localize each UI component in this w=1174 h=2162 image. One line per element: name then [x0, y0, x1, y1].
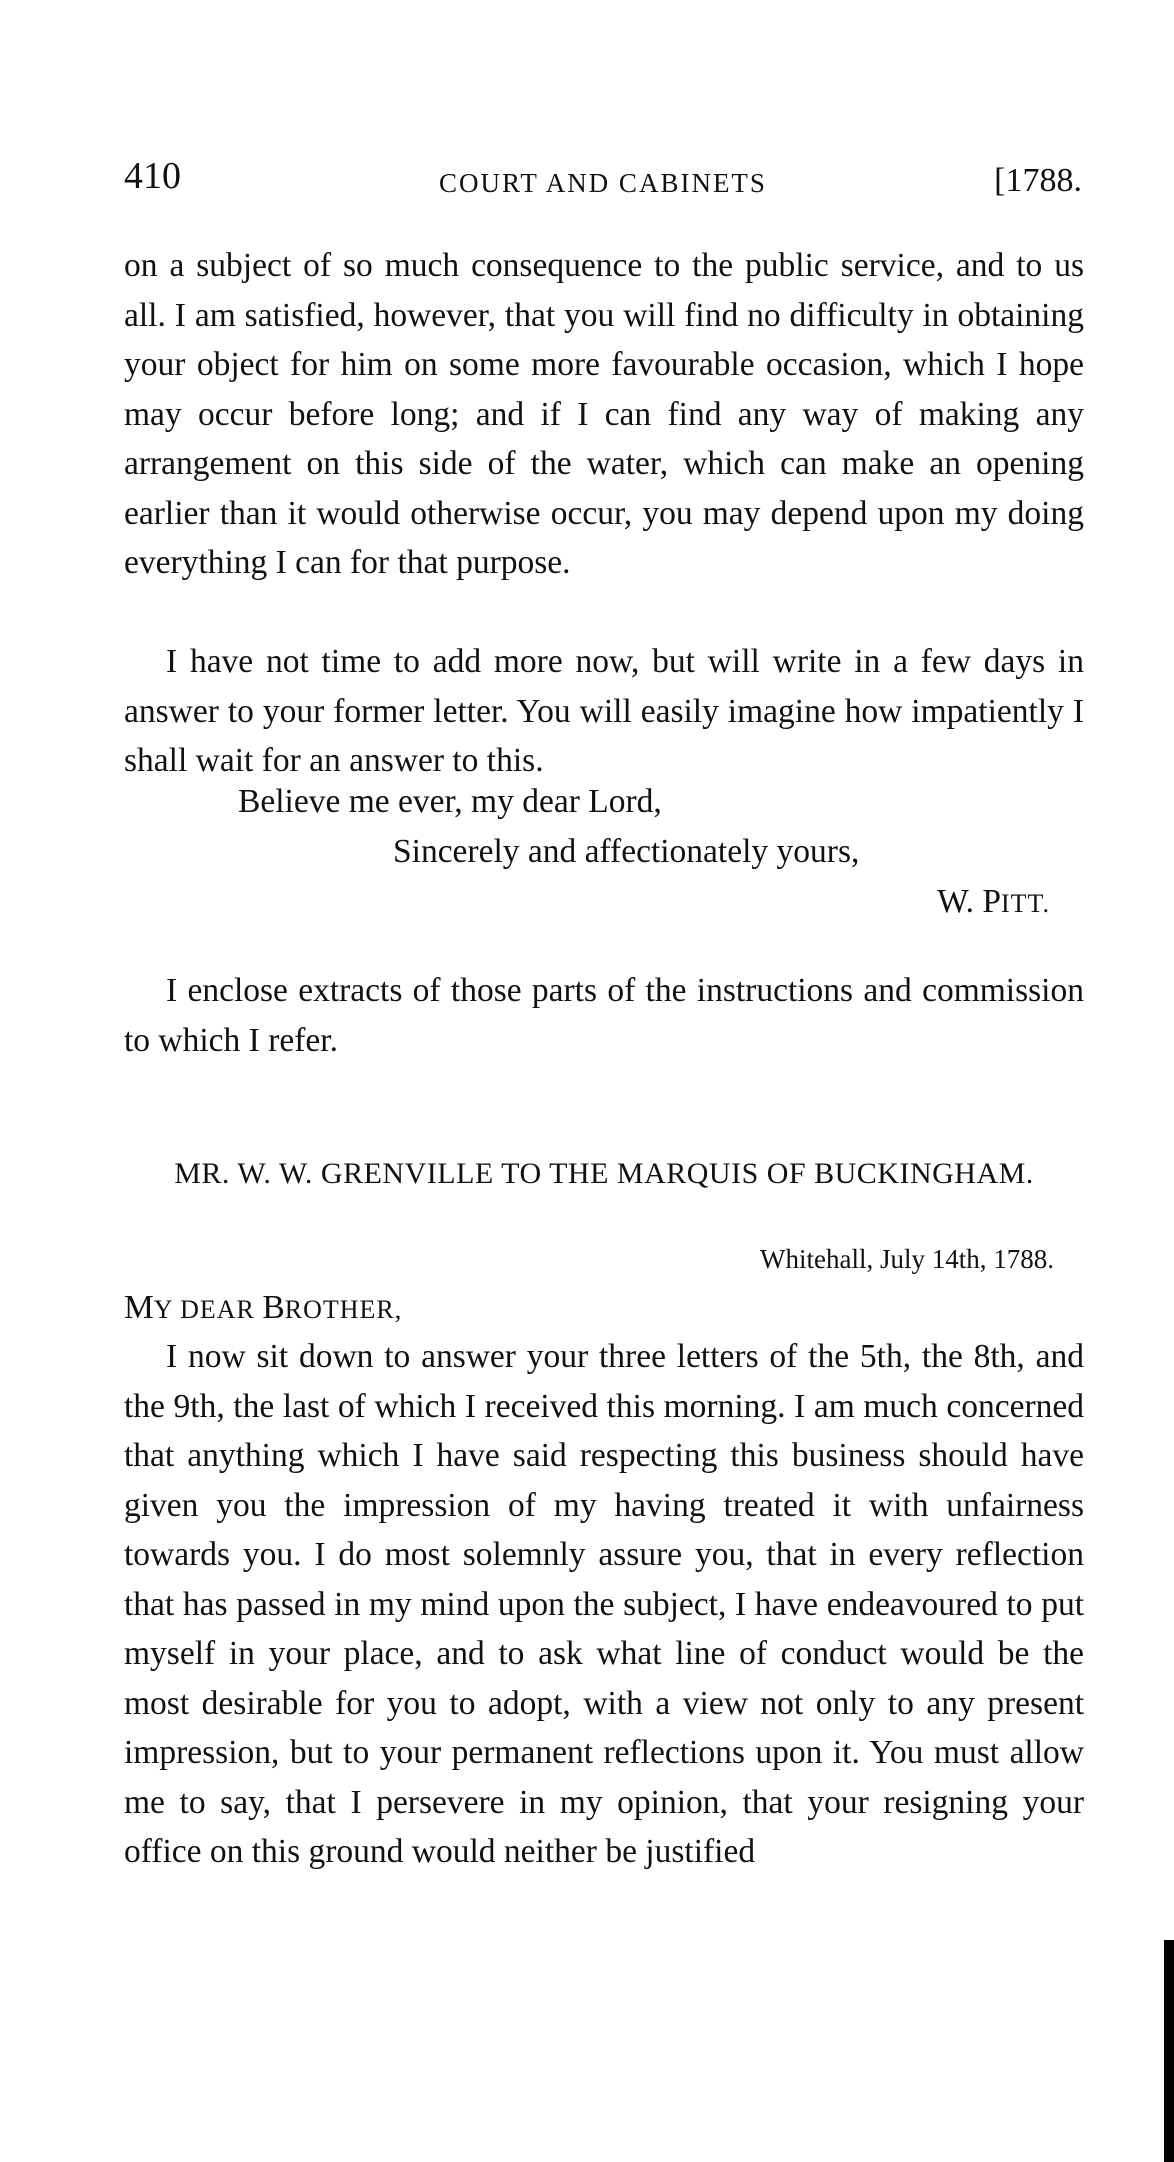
closing-line-2: Sincerely and affectionately yours,: [393, 833, 860, 870]
salutation: [124, 1289, 402, 1327]
page-header: [124, 150, 1082, 210]
postscript-text: I enclose extracts of those parts of the instructions and commission to which I refer.: [124, 972, 1084, 1059]
paragraph-letter-body: I now sit down to answer your three letters of the 5th, the 8th, and the 9th, the last of which I received this morning. I am much concerned that anything which I have said respecting this business should have given you the impression of my having treated it with unfairness towards you. I do most solemnly assure you, that in every reflection that has passed in my mind upon the subject, I have endeavoured to put myself in your place, and to ask what line of conduct would be the most desirable for you to adopt, with a view not only to any present impression, but to your permanent reflections upon it. You must allow me to say, that I persevere in my opinion, that your resigning your office on this ground would neither be justified: [124, 1338, 1084, 1870]
salutation-y: Y DEAR: [153, 1295, 263, 1324]
salutation-m: M: [124, 1289, 154, 1326]
signature-initial: W. P: [937, 883, 1001, 920]
signature: [937, 883, 1050, 921]
salutation-b: B: [262, 1289, 285, 1326]
letter-body: [124, 1332, 1084, 1877]
letter-continuation: [124, 241, 1084, 588]
header-year: [1788.: [994, 162, 1082, 199]
letter-heading: MR. W. W. GRENVILLE TO THE MARQUIS OF BUCKINGHAM.: [174, 1157, 1034, 1190]
letter-paragraph: [124, 637, 1084, 786]
salutation-rest: ROTHER,: [284, 1295, 403, 1324]
signature-rest: ITT.: [1001, 889, 1050, 918]
page-number: 410: [124, 155, 181, 197]
scan-edge-mark: [1164, 1940, 1174, 2162]
dateline: Whitehall, July 14th, 1788.: [760, 1244, 1054, 1274]
paragraph-reply-note: I have not time to add more now, but will write in a few days in answer to your former letter. You will easily imagine how impatiently I shall wait for an answer to this.: [124, 643, 1084, 779]
closing-line-1: Believe me ever, my dear Lord,: [238, 783, 662, 820]
paragraph-continuation: on a subject of so much consequence to the public service, and to us all. I am satisfied, however, that you will find no difficulty in obtaining your object for him on some more favourable occasion, which I hope may occur before long; and if I can find any way of making any arrangement on this side of the water, which can make an opening earlier than it would otherwise occur, you may depend upon my doing everything I can for that purpose.: [124, 247, 1084, 581]
postscript: [124, 966, 1084, 1065]
running-head: COURT AND CABINETS: [439, 168, 767, 198]
